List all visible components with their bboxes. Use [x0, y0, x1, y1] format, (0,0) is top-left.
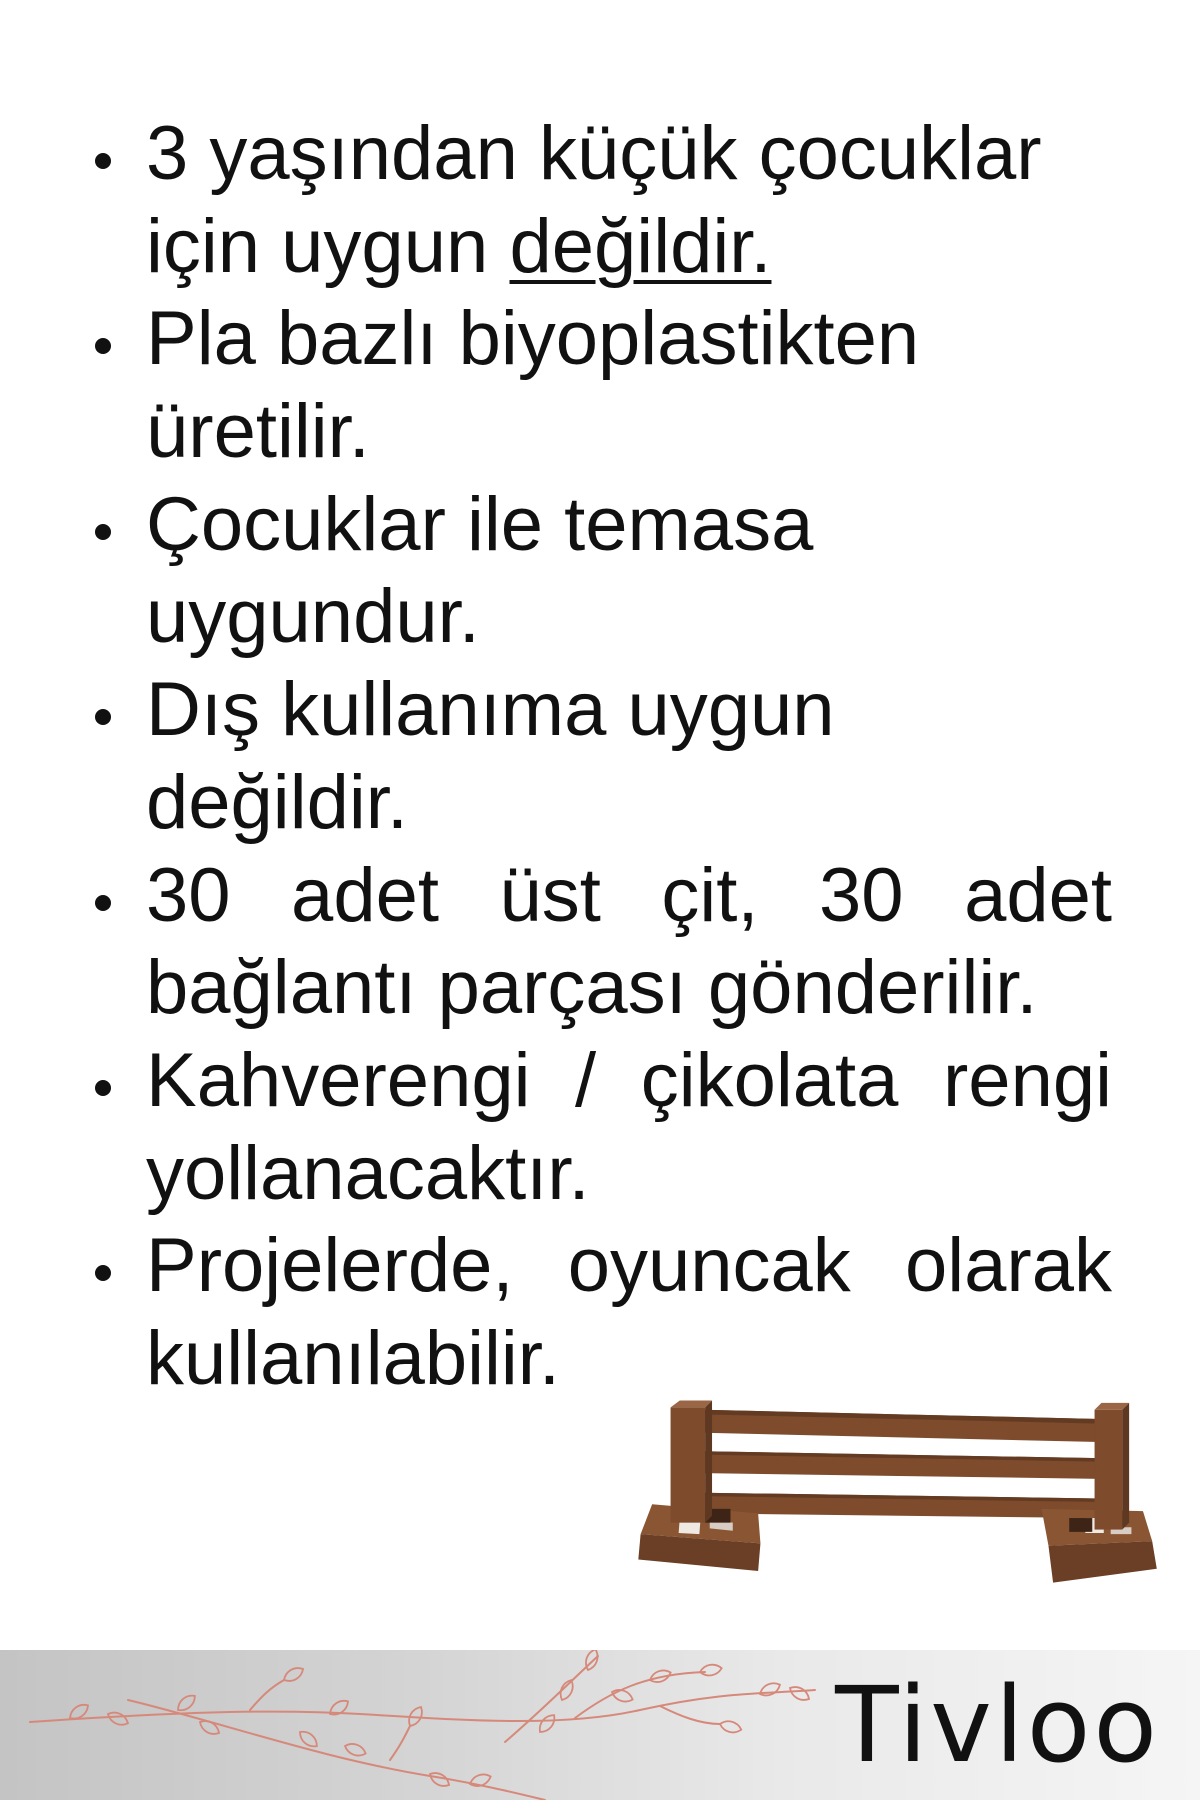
bullet-dot — [95, 709, 111, 725]
fence-rails — [703, 1410, 1099, 1518]
bullet-item-text-line: bağlantı parçası gönderilir. — [146, 945, 1038, 1031]
bullet-item — [0, 1220, 1200, 1405]
bullet-item-text-line: Kahverengi / çikolata rengi — [146, 1037, 1112, 1123]
bullet-dot — [95, 1080, 111, 1096]
bullet-item-text-line: Çocuklar ile temasa — [146, 481, 814, 567]
bullet-dot — [95, 338, 111, 354]
fence-right-post — [1095, 1403, 1130, 1530]
bullet-item — [0, 108, 1200, 293]
bullet-item-text-line: yollanacaktır. — [146, 1130, 590, 1216]
footer-band — [0, 1650, 1200, 1800]
bullet-item-text-line: üretilir. — [146, 389, 370, 475]
bullet-item-text: için uygun — [146, 203, 489, 289]
bullet-item-text-line: Pla bazlı biyoplastikten — [146, 296, 920, 382]
bullet-item — [0, 1035, 1200, 1220]
fence-product-image — [636, 1398, 1166, 1592]
bullet-dot — [95, 895, 111, 911]
branch-leaves — [67, 1650, 812, 1790]
feature-list — [0, 108, 1200, 1406]
bullet-dot — [95, 153, 111, 169]
bullet-item-text-line — [146, 201, 1112, 294]
brand-logo: Tivloo — [835, 1664, 1160, 1786]
bullet-item-text-line: Projelerde, oyuncak olarak — [146, 1223, 1112, 1309]
bullet-dot — [95, 1265, 111, 1281]
bullet-item — [0, 479, 1200, 664]
bullet-item-text-line: 30 adet üst çit, 30 adet — [146, 852, 1112, 938]
underlined-warning-text: değildir. — [509, 203, 772, 289]
bullet-item — [0, 293, 1200, 478]
branch-stems — [30, 1656, 815, 1800]
bullet-item-text-line: uygundur. — [146, 574, 480, 660]
bullet-item-text-line: Dış kullanıma uygun — [146, 667, 835, 753]
bullet-item-text-line: 3 yaşından küçük çocuklar — [146, 111, 1042, 196]
bullet-item-text-line: kullanılabilir. — [146, 1315, 560, 1401]
bullet-item-text-line: değildir. — [146, 759, 408, 845]
bullet-dot — [95, 524, 111, 540]
bullet-item — [0, 664, 1200, 849]
branch-illustration — [0, 1650, 830, 1800]
fence-left-post — [671, 1401, 712, 1523]
bullet-item — [0, 850, 1200, 1035]
